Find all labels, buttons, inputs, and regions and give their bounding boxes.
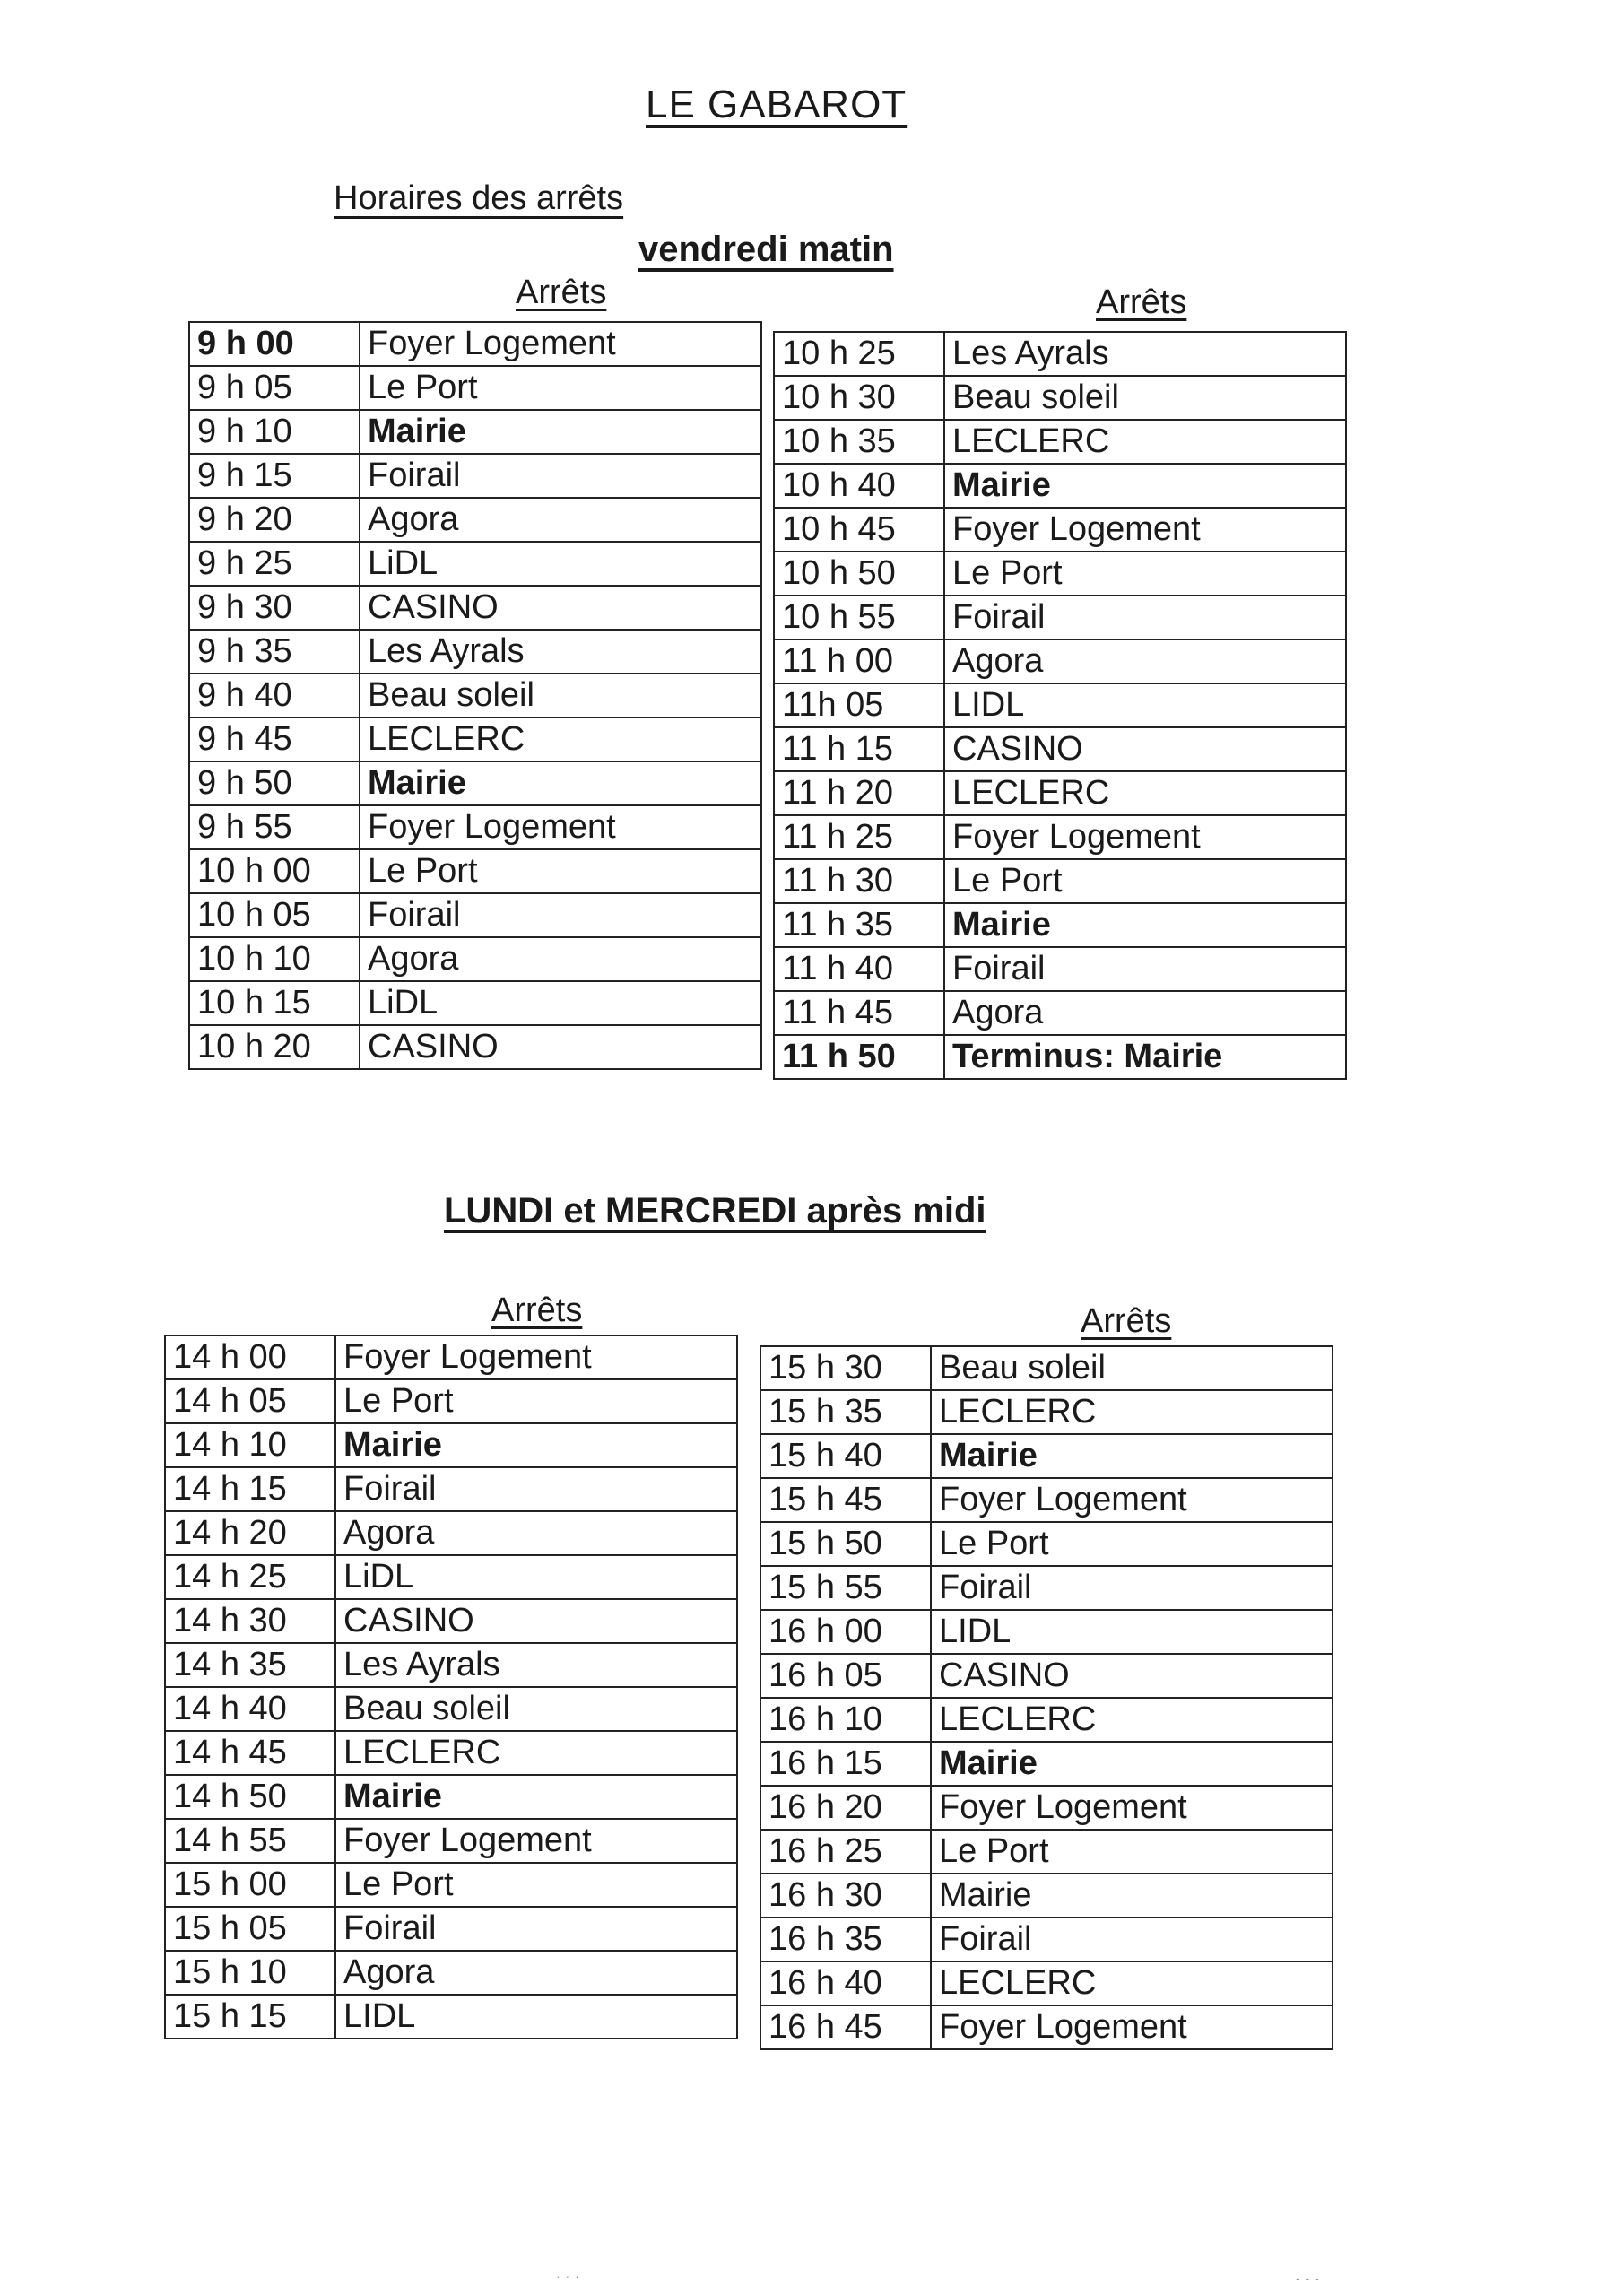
table-row	[189, 674, 761, 718]
departure-time: 11 h 00	[774, 639, 944, 683]
stop-name: Foyer Logement	[931, 1786, 1333, 1830]
table-row	[165, 1951, 737, 1995]
departure-time: 16 h 40	[760, 1961, 931, 2005]
departure-time: 9 h 10	[189, 410, 360, 454]
departure-time: 16 h 10	[760, 1698, 931, 1742]
departure-time: 16 h 20	[760, 1786, 931, 1830]
departure-time: 14 h 40	[165, 1687, 335, 1731]
departure-time: 10 h 00	[189, 849, 360, 893]
table-row	[165, 1599, 737, 1643]
table-row	[165, 1775, 737, 1819]
stop-name: Foyer Logement	[931, 2005, 1333, 2049]
stop-name: Le Port	[944, 859, 1346, 903]
stop-name: LIDL	[931, 1610, 1333, 1654]
stop-name: CASINO	[335, 1599, 737, 1643]
table-row	[774, 683, 1346, 727]
table-row	[189, 849, 761, 893]
stop-name: Foirail	[335, 1467, 737, 1511]
table-row	[774, 332, 1346, 376]
table-row	[760, 1346, 1333, 1390]
stop-name: LECLERC	[931, 1698, 1333, 1742]
stop-name: LECLERC	[360, 718, 761, 761]
table-row	[189, 981, 761, 1025]
stop-name: Foirail	[360, 454, 761, 498]
table-row	[165, 1335, 737, 1379]
table-row	[760, 1961, 1333, 2005]
table-row	[165, 1643, 737, 1687]
stop-name: LiDL	[335, 1555, 737, 1599]
stop-name: Mairie	[944, 464, 1346, 508]
stop-name: CASINO	[360, 1025, 761, 1069]
departure-time: 9 h 35	[189, 630, 360, 674]
stop-name: Foyer Logement	[335, 1335, 737, 1379]
stop-name: LIDL	[335, 1995, 737, 2039]
stop-name: Beau soleil	[360, 674, 761, 718]
table-row	[774, 903, 1346, 947]
departure-time: 11h 05	[774, 683, 944, 727]
page-subtitle: Horaires des arrêts	[334, 179, 624, 217]
stop-name: Mairie	[931, 1742, 1333, 1786]
departure-time: 16 h 05	[760, 1654, 931, 1698]
departure-time: 11 h 15	[774, 727, 944, 771]
departure-time: 11 h 45	[774, 991, 944, 1035]
stop-name: Foyer Logement	[360, 322, 761, 366]
departure-time: 14 h 25	[165, 1555, 335, 1599]
table-row	[760, 1434, 1333, 1478]
friday-left-header: Arrêts	[516, 274, 607, 311]
stop-name: Le Port	[931, 1522, 1333, 1566]
stop-name: LECLERC	[931, 1390, 1333, 1434]
departure-time: 9 h 40	[189, 674, 360, 718]
table-row	[774, 508, 1346, 552]
table-row	[189, 586, 761, 630]
stop-name: Agora	[360, 498, 761, 542]
friday-right-header: Arrêts	[1096, 283, 1187, 321]
departure-time: 14 h 45	[165, 1731, 335, 1775]
stop-name: Foyer Logement	[931, 1478, 1333, 1522]
departure-time: 10 h 15	[189, 981, 360, 1025]
departure-time: 16 h 30	[760, 1874, 931, 1918]
table-row	[165, 1863, 737, 1907]
stop-name: Mairie	[335, 1775, 737, 1819]
departure-time: 9 h 45	[189, 718, 360, 761]
stop-name: Foyer Logement	[360, 805, 761, 849]
stop-name: LiDL	[360, 981, 761, 1025]
departure-time: 9 h 05	[189, 366, 360, 410]
table-row	[760, 1654, 1333, 1698]
departure-time: 15 h 55	[760, 1566, 931, 1610]
stop-name: Agora	[335, 1951, 737, 1995]
table-row	[774, 639, 1346, 683]
table-row	[189, 366, 761, 410]
table-row	[774, 420, 1346, 464]
stop-name: Le Port	[335, 1863, 737, 1907]
departure-time: 15 h 10	[165, 1951, 335, 1995]
table-row	[189, 410, 761, 454]
stop-name: Mairie	[335, 1423, 737, 1467]
departure-time: 10 h 20	[189, 1025, 360, 1069]
table-row	[774, 464, 1346, 508]
stop-name: Beau soleil	[931, 1346, 1333, 1390]
table-row	[189, 322, 761, 366]
table-row	[760, 1610, 1333, 1654]
table-row	[165, 1907, 737, 1951]
departure-time: 9 h 00	[189, 322, 360, 366]
table-row	[165, 1423, 737, 1467]
departure-time: 15 h 15	[165, 1995, 335, 2039]
stop-name: CASINO	[931, 1654, 1333, 1698]
table-row	[165, 1687, 737, 1731]
departure-time: 10 h 55	[774, 596, 944, 639]
departure-time: 10 h 10	[189, 937, 360, 981]
stop-name: LECLERC	[335, 1731, 737, 1775]
stop-name: Les Ayrals	[335, 1643, 737, 1687]
stop-name: LIDL	[944, 683, 1346, 727]
stop-name: CASINO	[944, 727, 1346, 771]
table-row	[774, 815, 1346, 859]
table-row	[774, 552, 1346, 596]
table-row	[774, 376, 1346, 420]
departure-time: 14 h 50	[165, 1775, 335, 1819]
table-row	[774, 727, 1346, 771]
table-row	[760, 1874, 1333, 1918]
departure-time: 14 h 15	[165, 1467, 335, 1511]
table-row	[189, 718, 761, 761]
table-row	[774, 991, 1346, 1035]
departure-time: 10 h 05	[189, 893, 360, 937]
table-row	[760, 1390, 1333, 1434]
monwed-heading: LUNDI et MERCREDI après midi	[444, 1191, 986, 1231]
table-row	[189, 805, 761, 849]
stop-name: Mairie	[931, 1874, 1333, 1918]
departure-time: 15 h 35	[760, 1390, 931, 1434]
table-row	[165, 1555, 737, 1599]
table-row	[774, 596, 1346, 639]
departure-time: 16 h 45	[760, 2005, 931, 2049]
table-row	[760, 1522, 1333, 1566]
friday-left-table	[188, 321, 762, 1070]
table-row	[189, 761, 761, 805]
stop-name: Mairie	[360, 761, 761, 805]
stop-name: Agora	[944, 639, 1346, 683]
stop-name: Foirail	[931, 1918, 1333, 1961]
departure-time: 10 h 50	[774, 552, 944, 596]
departure-time: 16 h 15	[760, 1742, 931, 1786]
departure-time: 15 h 05	[165, 1907, 335, 1951]
stop-name: Foyer Logement	[944, 815, 1346, 859]
table-row	[165, 1819, 737, 1863]
table-row	[760, 1478, 1333, 1522]
departure-time: 14 h 10	[165, 1423, 335, 1467]
monwed-right-table	[760, 1345, 1333, 2050]
departure-time: 11 h 50	[774, 1035, 944, 1079]
departure-time: 15 h 30	[760, 1346, 931, 1390]
stop-name: Agora	[944, 991, 1346, 1035]
table-row	[774, 947, 1346, 991]
table-row	[189, 630, 761, 674]
stop-name: Foyer Logement	[335, 1819, 737, 1863]
table-row	[165, 1995, 737, 2039]
scan-smudge: - - -	[1296, 2271, 1320, 2285]
departure-time: 9 h 15	[189, 454, 360, 498]
stop-name: Le Port	[931, 1830, 1333, 1874]
departure-time: 11 h 20	[774, 771, 944, 815]
stop-name: LECLERC	[944, 420, 1346, 464]
departure-time: 14 h 30	[165, 1599, 335, 1643]
departure-time: 14 h 20	[165, 1511, 335, 1555]
stop-name: LECLERC	[931, 1961, 1333, 2005]
departure-time: 11 h 35	[774, 903, 944, 947]
table-row	[189, 542, 761, 586]
table-row	[189, 1025, 761, 1069]
departure-time: 11 h 25	[774, 815, 944, 859]
stop-name: Le Port	[335, 1379, 737, 1423]
stop-name: Agora	[360, 937, 761, 981]
departure-time: 15 h 40	[760, 1434, 931, 1478]
departure-time: 10 h 45	[774, 508, 944, 552]
stop-name: Foirail	[931, 1566, 1333, 1610]
table-row	[774, 859, 1346, 903]
stop-name: Beau soleil	[944, 376, 1346, 420]
table-row	[760, 1698, 1333, 1742]
departure-time: 9 h 30	[189, 586, 360, 630]
departure-time: 15 h 50	[760, 1522, 931, 1566]
table-row	[760, 1566, 1333, 1610]
table-row	[165, 1467, 737, 1511]
departure-time: 16 h 35	[760, 1918, 931, 1961]
table-row	[189, 454, 761, 498]
table-row	[189, 937, 761, 981]
departure-time: 9 h 25	[189, 542, 360, 586]
stop-name: Le Port	[360, 366, 761, 410]
friday-heading: vendredi matin	[638, 230, 894, 269]
departure-time: 14 h 00	[165, 1335, 335, 1379]
table-row	[760, 1830, 1333, 1874]
departure-time: 11 h 40	[774, 947, 944, 991]
departure-time: 10 h 25	[774, 332, 944, 376]
table-row	[760, 1742, 1333, 1786]
friday-right-table	[773, 331, 1347, 1080]
departure-time: 9 h 50	[189, 761, 360, 805]
stop-name: Agora	[335, 1511, 737, 1555]
departure-time: 16 h 00	[760, 1610, 931, 1654]
stop-name: CASINO	[360, 586, 761, 630]
table-row	[774, 1035, 1346, 1079]
departure-time: 11 h 30	[774, 859, 944, 903]
stop-name: Les Ayrals	[944, 332, 1346, 376]
stop-name: Beau soleil	[335, 1687, 737, 1731]
departure-time: 10 h 30	[774, 376, 944, 420]
stop-name: Les Ayrals	[360, 630, 761, 674]
table-row	[760, 2005, 1333, 2049]
departure-time: 10 h 40	[774, 464, 944, 508]
table-row	[165, 1379, 737, 1423]
departure-time: 14 h 35	[165, 1643, 335, 1687]
stop-name: Foirail	[944, 947, 1346, 991]
stop-name: LiDL	[360, 542, 761, 586]
stop-name: Mairie	[931, 1434, 1333, 1478]
stop-name: LECLERC	[944, 771, 1346, 815]
monwed-left-table	[164, 1335, 738, 2039]
stop-name: Foyer Logement	[944, 508, 1346, 552]
stop-name: Mairie	[360, 410, 761, 454]
table-row	[760, 1786, 1333, 1830]
table-row	[760, 1918, 1333, 1961]
stop-name: Foirail	[360, 893, 761, 937]
table-row	[165, 1731, 737, 1775]
departure-time: 14 h 55	[165, 1819, 335, 1863]
monwed-right-header: Arrêts	[1081, 1302, 1172, 1340]
table-row	[165, 1511, 737, 1555]
page-title: LE GABAROT	[646, 83, 908, 126]
stop-name: Foirail	[335, 1907, 737, 1951]
departure-time: 14 h 05	[165, 1379, 335, 1423]
departure-time: 9 h 20	[189, 498, 360, 542]
stop-name: Le Port	[944, 552, 1346, 596]
departure-time: 15 h 45	[760, 1478, 931, 1522]
table-row	[774, 771, 1346, 815]
departure-time: 9 h 55	[189, 805, 360, 849]
stop-name: Mairie	[944, 903, 1346, 947]
stop-name: Foirail	[944, 596, 1346, 639]
monwed-left-header: Arrêts	[491, 1292, 583, 1329]
scan-smudge: · · ·	[556, 2269, 580, 2283]
stop-name: Le Port	[360, 849, 761, 893]
stop-name: Terminus: Mairie	[944, 1035, 1346, 1079]
departure-time: 10 h 35	[774, 420, 944, 464]
table-row	[189, 498, 761, 542]
departure-time: 16 h 25	[760, 1830, 931, 1874]
table-row	[189, 893, 761, 937]
departure-time: 15 h 00	[165, 1863, 335, 1907]
